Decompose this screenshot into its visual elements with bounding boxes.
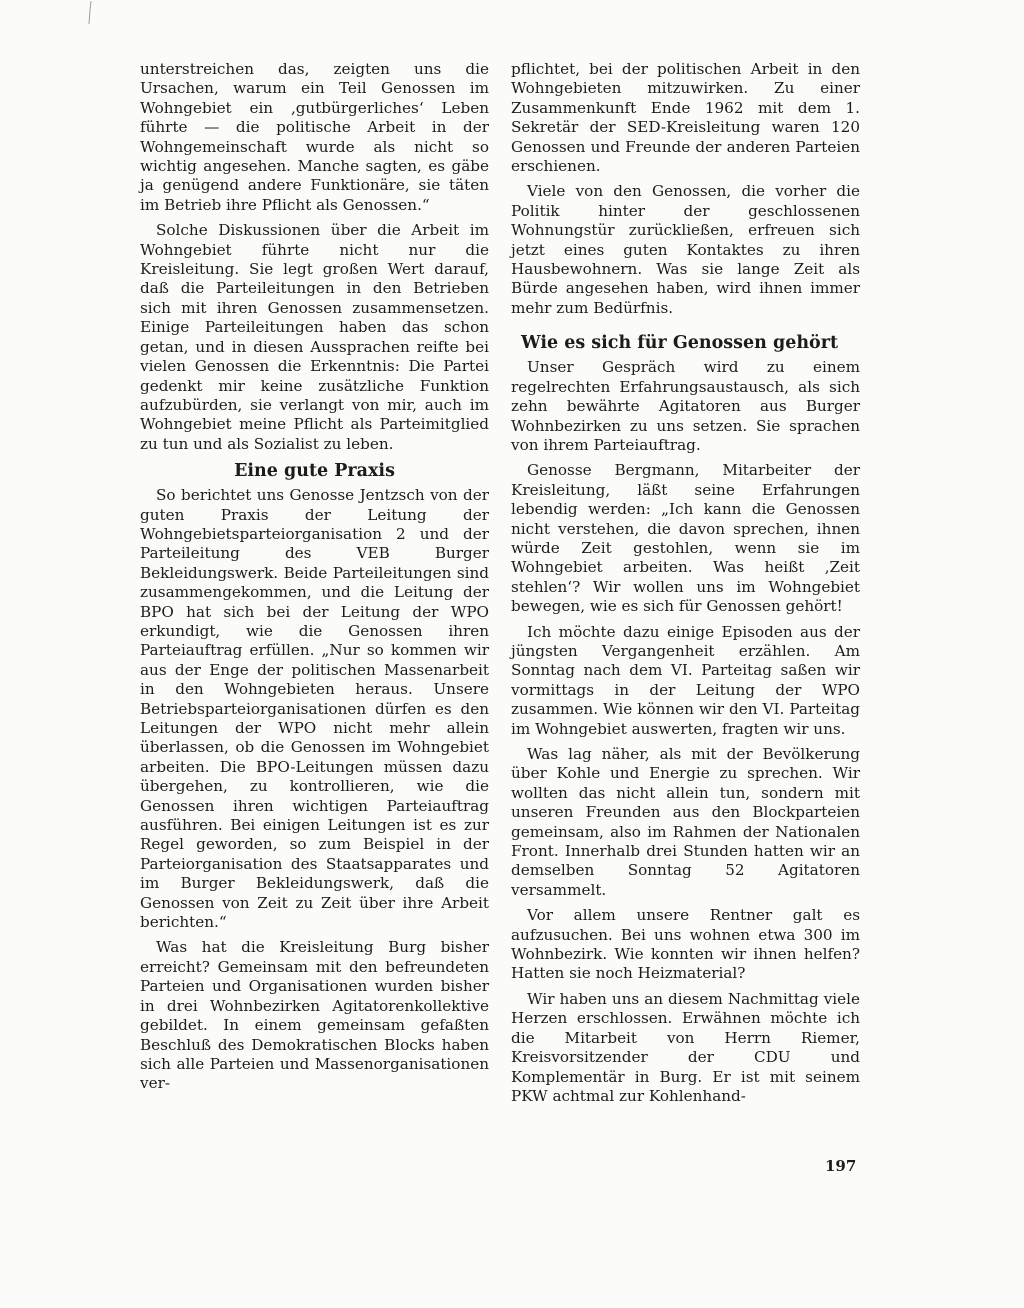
section-heading: Wie es sich für Genossen gehört: [521, 333, 839, 354]
margin-pencil-mark: [87, 0, 93, 26]
paragraph: pflichtet, bei der politischen Arbeit in den Wohngebieten mitzuwirken. Zu einer Zusammenkunft Ende 1962 mit dem 1. Sekretär der SED-Kreisleitung waren 120 Genossen und Freunde der anderen Parteien erschienen.: [511, 60, 860, 176]
section-heading: Eine gute Praxis: [234, 461, 395, 482]
paragraph: Was hat die Kreisleitung Burg bisher erreicht? Gemeinsam mit den befreundeten Parteien und Organisationen wurden bisher in drei Wohnbezirken Agitatorenkollektive gebildet. In einem gemeinsam gefaßten Beschluß des Demokratischen Blocks haben sich alle Parteien und Massenorganisationen ver-: [140, 938, 489, 1093]
paragraph: Viele von den Genossen, die vorher die Politik hinter der geschlossenen Wohnungstür zurückließen, erfreuen sich jetzt eines guten Kontaktes zu ihren Hausbewohnern. Was sie lange Zeit als Bürde angesehen haben, wird ihnen immer mehr zum Bedürfnis.: [511, 182, 860, 317]
right-column: [511, 60, 860, 1112]
paragraph: Was lag näher, als mit der Bevölkerung über Kohle und Energie zu sprechen. Wir wollten das nicht allein tun, sondern mit unseren Freunden aus den Blockparteien gemeinsam, also im Rahmen der Nationalen Front. Innerhalb drei Stunden hatten wir an demselben Sonntag 52 Agitatoren versammelt.: [511, 745, 860, 899]
paragraph: Solche Diskussionen über die Arbeit im Wohngebiet führte nicht nur die Kreisleitung. Sie legt großen Wert darauf, daß die Parteileitungen in den Betrieben sich mit ihren Genossen zusammensetzen. Einige Parteileitungen haben das schon getan, und in diesen Aussprachen reifte bei vielen Genossen die Erkenntnis: Die Partei gedenkt mir keine zusätzliche Funktion aufzubürden, sie verlangt von mir, auch im Wohngebiet meine Pflicht als Parteimitglied zu tun und als Sozialist zu leben.: [140, 221, 489, 453]
paragraph: unterstreichen das, zeigten uns die Ursachen, warum ein Teil Genossen im Wohngebiet ein ‚gutbürgerliches‘ Leben führte — die politische Arbeit in der Wohngemeinschaft wurde als nicht so wichtig angesehen. Manche sagten, es gäbe ja genügend andere Funktionäre, sie täten im Betrieb ihre Pflicht als Genossen.“: [140, 60, 489, 214]
left-column: [140, 60, 489, 1100]
page-number: 197: [825, 1157, 857, 1175]
paragraph: Genosse Bergmann, Mitarbeiter der Kreisleitung, läßt seine Erfahrungen lebendig werden: „Ich kann die Genossen nicht verstehen, die davon sprechen, ihnen würde Zeit gestohlen, wenn sie im Wohngebiet arbeiten. Was heißt ‚Zeit stehlen‘? Wir wollen uns im Wohngebiet bewegen, wie es sich für Genossen gehört!: [511, 461, 860, 616]
paragraph: Unser Gespräch wird zu einem regelrechten Erfahrungsaustausch, als sich zehn bewährte Agitatoren aus Burger Wohnbezirken zu uns setzen. Sie sprachen von ihrem Parteiauftrag.: [511, 358, 860, 454]
paragraph: Wir haben uns an diesem Nachmittag viele Herzen erschlossen. Erwähnen möchte ich die Mitarbeit von Herrn Riemer, Kreisvorsitzender der CDU und Komplementär in Burg. Er ist mit seinem PKW achtmal zur Kohlenhand-: [511, 989, 860, 1105]
paragraph: Ich möchte dazu einige Episoden aus der jüngsten Vergangenheit erzählen. Am Sonntag nach dem VI. Parteitag saßen wir vormittags in der Leitung der WPO zusammen. Wie können wir den VI. Parteitag im Wohngebiet auswerten, fragten wir uns.: [511, 622, 860, 738]
paragraph: So berichtet uns Genosse Jentzsch von der guten Praxis der Leitung der Wohngebietsparteiorganisation 2 und der Parteileitung des VEB Burger Bekleidungswerk. Beide Parteileitungen sind zusammengekommen, und die Leitung der BPO hat sich bei der Leitung der WPO erkundigt, wie die Genossen ihren Parteiauftrag erfüllen. „Nur so kommen wir aus der Enge der politischen Massenarbeit in den Wohngebieten heraus. Unsere Betriebsparteiorganisationen dürfen es den Leitungen der WPO nicht mehr allein überlassen, ob die Genossen im Wohngebiet arbeiten. Die BPO-Leitungen müssen dazu übergehen, zu kontrollieren, wie die Genossen ihren wichtigen Parteiauftrag ausführen. Bei einigen Leitungen ist es zur Regel geworden, so zum Beispiel in der Parteiorganisation des Staatsapparates und im Burger Bekleidungswerk, daß die Genossen von Zeit zu Zeit über ihre Arbeit berichten.“: [140, 486, 489, 932]
paragraph: Vor allem unsere Rentner galt es aufzusuchen. Bei uns wohnen etwa 300 im Wohnbezirk. Wie konnten wir ihnen helfen? Hatten sie noch Heizmaterial?: [511, 906, 860, 983]
